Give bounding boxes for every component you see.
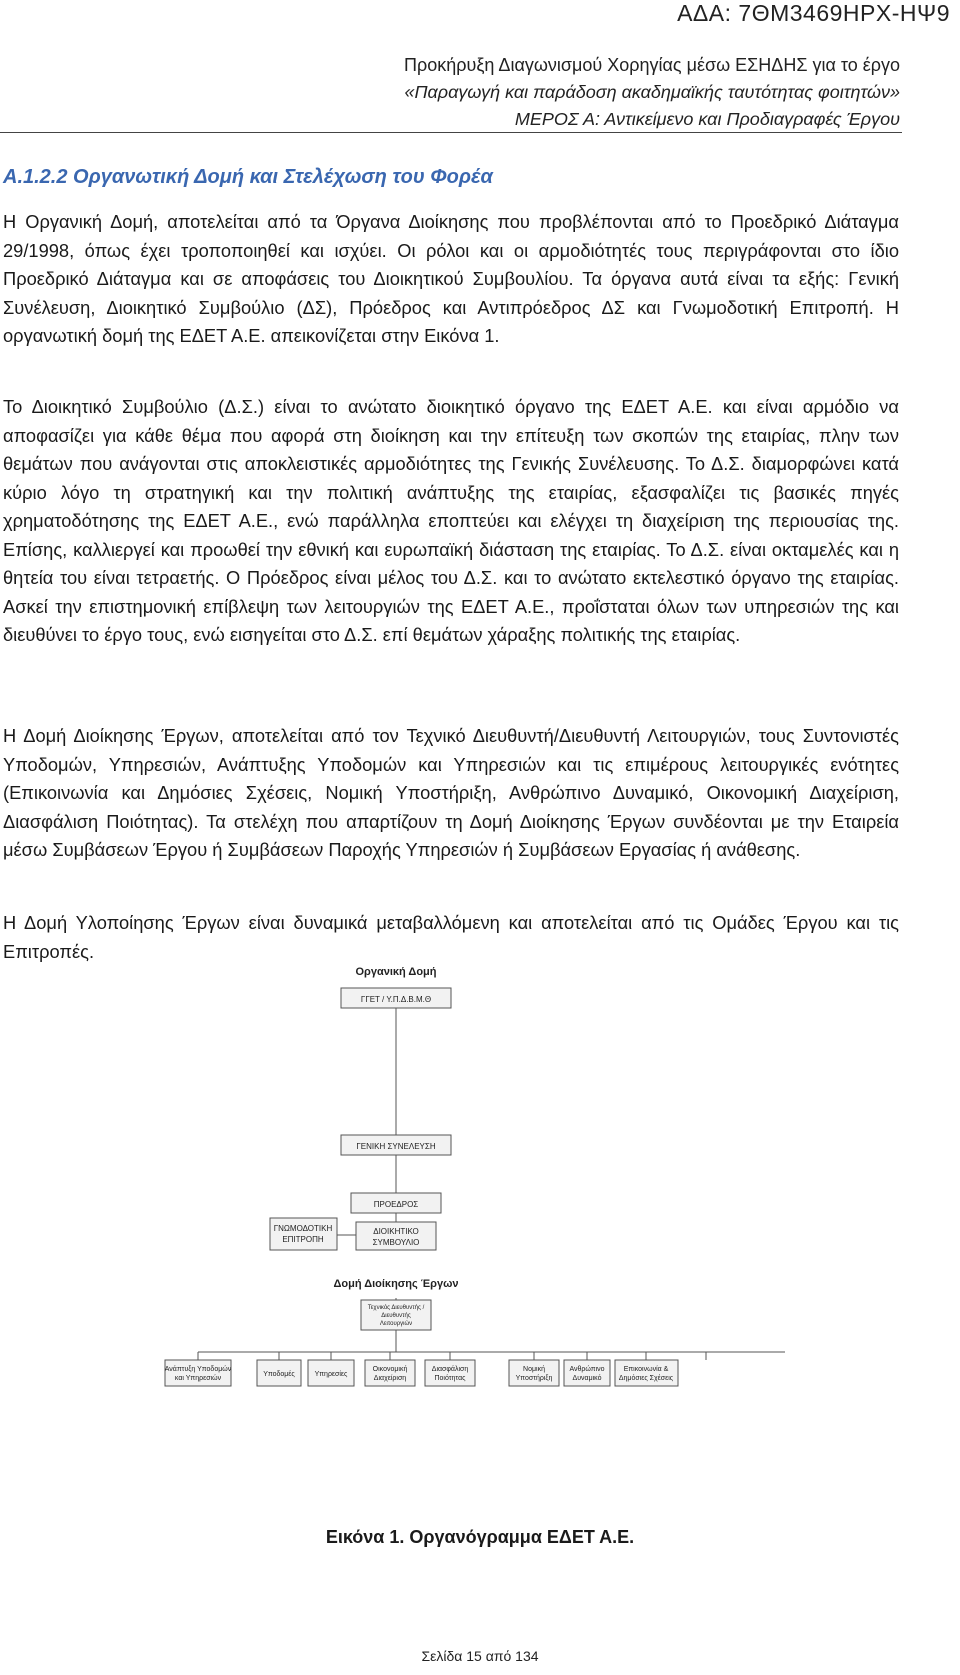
paragraph-1: Η Οργανική Δομή, αποτελείται από τα Όργανα Διοίκησης που προβλέπονται από το Προεδρικό Διάταγμα 29/1998, όπως έχει τροποποιηθεί και ισχύει. Οι ρόλοι και οι αρμοδιότητές τους περιγράφονται στο ίδιο Προεδρικό Διάταγμα και σε αποφάσεις του Διοικητικού Συμβουλίου. Τα όργανα αυτά είναι τα εξής: Γενική Συνέλευση, Διοικητικό Συμβούλιο (ΔΣ), Πρόεδρος και Αντιπρόεδρος ΔΣ και Γνωμοδοτική Επιτροπή. Η οργανωτική δομή της ΕΔΕΤ Α.Ε. απεικονίζεται στην Εικόνα 1. <box>3 211 899 346</box>
org-box-unit-4 <box>365 1360 415 1386</box>
org-box-advisory-label-2: ΕΠΙΤΡΟΠΗ <box>282 1235 324 1244</box>
org-box-advisory-label-1: ΓΝΩΜΟΔΟΤΙΚΗ <box>273 1224 333 1233</box>
org-box-unit-3-label: Υπηρεσίες <box>314 1371 348 1378</box>
org-box-unit-8-label-1: Επικοινωνία & <box>623 1366 669 1373</box>
paragraph-4: Η Δομή Υλοποίησης Έργων είναι δυναμικά μεταβαλλόμενη και αποτελείται από τις Ομάδες Έργου και τις Επιτροπές. <box>3 912 899 962</box>
paragraph-3: Η Δομή Διοίκησης Έργων, αποτελείται από τον Τεχνικό Διευθυντή/Διευθυντή Λειτουργιών, τους Συντονιστές Υποδομών, Υπηρεσιών, Ανάπτυξης Υποδομών και Υπηρεσιών και τις επιμέρους λειτουργικές ενότητες (Επικοινωνία και Δημόσιες Σχέσεις, Νομική Υποστήριξη, Ανθρώπινο Δυναμικό, Οικονομική Διαχείριση, Διασφάλιση Ποιότητας). Τα στελέχη που απαρτίζουν τη Δομή Διοίκησης Έργων συνδέονται με την Εταιρεία μέσω Συμβάσεων Έργου ή Συμβάσεων Παροχής Υπηρεσιών ή Συμβάσεων Εργασίας ή ανάθεσης. <box>3 725 899 860</box>
org-box-unit-1 <box>165 1360 231 1386</box>
org-box-director-label-2: Διευθυντής <box>381 1313 411 1319</box>
page-footer: Σελίδα 15 από 134 <box>421 1648 539 1664</box>
document-header <box>404 52 900 133</box>
org-box-board-label-2: ΣΥΜΒΟΥΛΙΟ <box>372 1238 420 1247</box>
org-box-president-label: ΠΡΟΕΔΡΟΣ <box>373 1200 419 1209</box>
org-box-unit-6-label-2: Υποστήριξη <box>515 1375 553 1382</box>
org-box-unit-5-label-2: Ποιότητας <box>434 1375 466 1382</box>
figure-caption: Εικόνα 1. Οργανόγραμμα ΕΔΕΤ Α.Ε. <box>325 1527 635 1547</box>
header-line-3: ΜΕΡΟΣ Α: Αντικείμενο και Προδιαγραφές Έργου <box>514 109 900 129</box>
org-box-unit-1-label-1: Ανάπτυξη Υποδομών <box>164 1366 232 1373</box>
org-box-unit-2-label: Υποδομές <box>263 1371 295 1378</box>
org-box-unit-6-label-1: Νομική <box>523 1366 545 1373</box>
org-box-top-label: ΓΓΕΤ / Υ.Π.Δ.Β.Μ.Θ <box>360 995 432 1004</box>
paragraph-2: Το Διοικητικό Συμβούλιο (Δ.Σ.) είναι το ανώτατο διοικητικό όργανο της ΕΔΕΤ Α.Ε. και είναι αρμόδιο να αποφασίζει για κάθε θέμα που αφορά στη διοίκηση και την επίτευξη των σκοπών της εταιρίας, πλην των θεμάτων που ανάγονται στις αποκλειστικές αρμοδιότητες της Γενικής Συνέλευσης. Το Δ.Σ. διαμορφώνει κατά κύριο λόγο τη στρατηγική και την πολιτική ανάπτυξης της εταιρίας, εξασφαλίζει τις βασικές πηγές χρηματοδότησης της ΕΔΕΤ Α.Ε., ενώ παράλληλα εποπτεύει και ελέγχει τη διαχείριση της περιουσίας της. Επίσης, καλλιεργεί και προωθεί την εθνική και ευρωπαϊκή διάσταση της εταιρίας. Το Δ.Σ. είναι οκταμελές και η θητεία του είναι τετραετής. Ο Πρόεδρος είναι μέλος του Δ.Σ. και το ανώτατο εκτελεστικό όργανο της εταιρίας. Ασκεί την επιστημονική επίβλεψη των λειτουργιών της ΕΔΕΤ Α.Ε., προΐσταται όλων των υπηρεσιών της και διευθύνει το έργο τους, ενώ εισηγείται στο Δ.Σ. επί θεμάτων χάραξης πολιτικής της εταιρίας. <box>3 396 899 645</box>
mgmt-structure-title: Δομή Διοίκησης Έργων <box>333 1278 459 1290</box>
org-box-director-label-1: Τεχνικός Διευθυντής / <box>367 1305 425 1311</box>
org-box-unit-7-label-2: Δυναμικό <box>572 1375 602 1382</box>
org-box-unit-6 <box>509 1360 559 1386</box>
org-box-unit-8-label-2: Δημόσιες Σχέσεις <box>618 1375 674 1382</box>
org-box-director-label-3: Λειτουργιών <box>379 1321 413 1327</box>
org-chart-title: Οργανική Δομή <box>355 966 437 978</box>
ada-code: ΑΔΑ: 7ΘΜ3469ΗΡΧ-ΗΨ9 <box>677 0 950 26</box>
org-chart <box>160 960 840 1530</box>
org-box-unit-7-label-1: Ανθρώπινο <box>569 1366 605 1373</box>
org-box-board-label-1: ΔΙΟΙΚΗΤΙΚΟ <box>373 1227 419 1236</box>
org-box-unit-7 <box>564 1360 610 1386</box>
org-box-unit-8 <box>615 1360 678 1386</box>
org-box-general-assembly-label: ΓΕΝΙΚΗ ΣΥΝΕΛΕΥΣΗ <box>356 1142 436 1151</box>
org-box-unit-4-label-2: Διαχείριση <box>373 1375 407 1382</box>
org-box-unit-5-label-1: Διασφάλιση <box>431 1366 469 1373</box>
org-box-unit-5 <box>425 1360 475 1386</box>
section-title: Α.1.2.2 Οργανωτική Δομή και Στελέχωση του Φορέα <box>3 166 493 188</box>
header-divider <box>0 132 902 133</box>
header-line-1: Προκήρυξη Διαγωνισμού Χορηγίας μέσω ΕΣΗΔΗΣ για το έργο <box>404 55 900 75</box>
header-line-2: «Παραγωγή και παράδοση ακαδημαϊκής ταυτότητας φοιτητών» <box>404 82 900 102</box>
org-box-advisory <box>270 1218 337 1250</box>
org-box-unit-1-label-2: και Υπηρεσιών <box>174 1375 222 1382</box>
org-box-unit-4-label-1: Οικονομική <box>372 1366 408 1373</box>
